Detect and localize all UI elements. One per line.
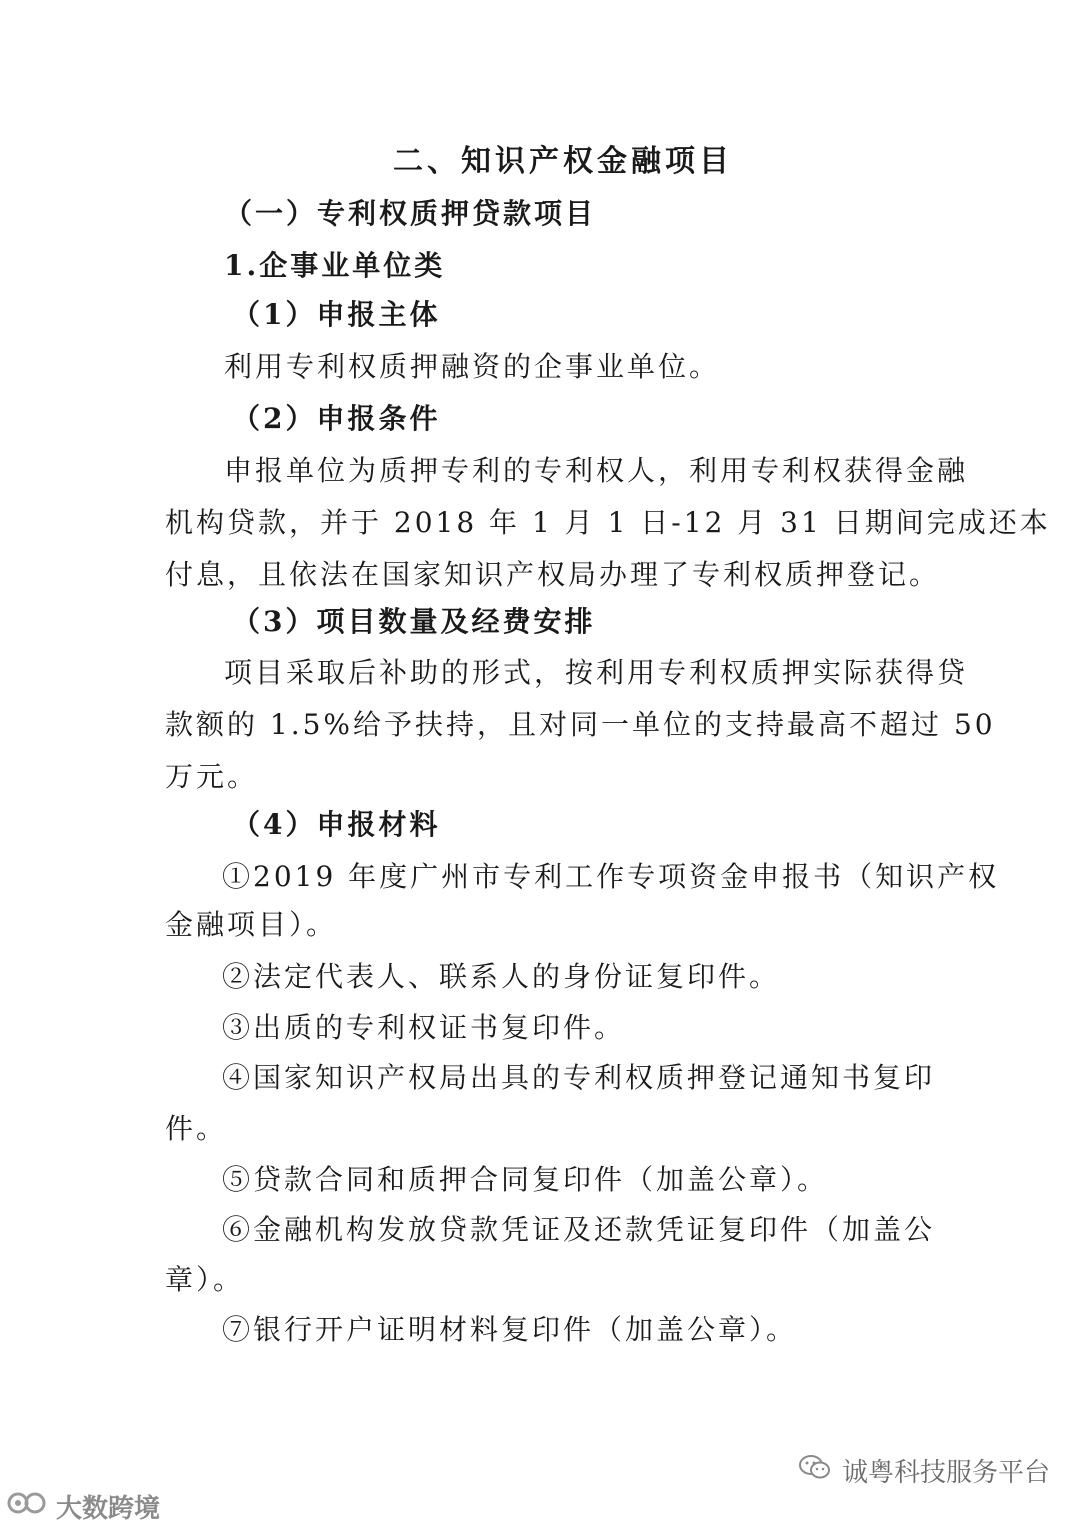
category-heading: 1.企事业单位类	[224, 249, 446, 282]
page-title: 二、知识产权金融项目	[393, 144, 733, 179]
list-item: ①2019 年度广州市专利工作专项资金申报书（知识产权	[222, 860, 1000, 893]
paragraph-line: 机构贷款，并于 2018 年 1 月 1 日-12 月 31 日期间完成还本	[165, 506, 1051, 539]
list-item: ⑦银行开户证明材料复印件（加盖公章）。	[222, 1313, 798, 1346]
paragraph-line: 付息，且依法在国家知识产权局办理了专利权质押登记。	[165, 558, 941, 591]
paragraph-line: 万元。	[165, 760, 259, 793]
logo-icon	[6, 1490, 50, 1523]
list-item: ③出质的专利权证书复印件。	[222, 1011, 626, 1044]
list-item: ②法定代表人、联系人的身份证复印件。	[222, 960, 781, 993]
sub-heading-materials: （4）申报材料	[232, 808, 441, 841]
watermark-right	[798, 1452, 1050, 1489]
sub-heading-applicant: （1）申报主体	[232, 298, 441, 331]
watermark-left-text: 大数跨境	[56, 1494, 161, 1524]
paragraph-line: 项目采取后补助的形式，按利用专利权质押实际获得贷	[224, 656, 969, 689]
watermark-right-text: 诚粤科技服务平台	[841, 1458, 1050, 1488]
section-heading: （一）专利权质押贷款项目	[224, 197, 597, 230]
list-item: 金融项目）。	[165, 908, 338, 941]
wechat-icon	[798, 1453, 832, 1488]
list-item: 章）。	[165, 1263, 245, 1296]
paragraph-line: 款额的 1.5%给予扶持，且对同一单位的支持最高不超过 50	[165, 708, 996, 741]
watermark-left	[6, 1488, 160, 1525]
paragraph-line: 利用专利权质押融资的企事业单位。	[224, 350, 721, 383]
list-item: ④国家知识产权局出具的专利权质押登记通知书复印	[222, 1061, 936, 1094]
sub-heading-conditions: （2）申报条件	[232, 402, 441, 435]
list-item: 件。	[165, 1112, 228, 1145]
sub-heading-funding: （3）项目数量及经费安排	[232, 605, 596, 638]
list-item: ⑤贷款合同和质押合同复印件（加盖公章）。	[222, 1163, 829, 1196]
paragraph-line: 申报单位为质押专利的专利权人，利用专利权获得金融	[224, 454, 969, 487]
list-item: ⑥金融机构发放贷款凭证及还款凭证复印件（加盖公	[222, 1213, 936, 1246]
